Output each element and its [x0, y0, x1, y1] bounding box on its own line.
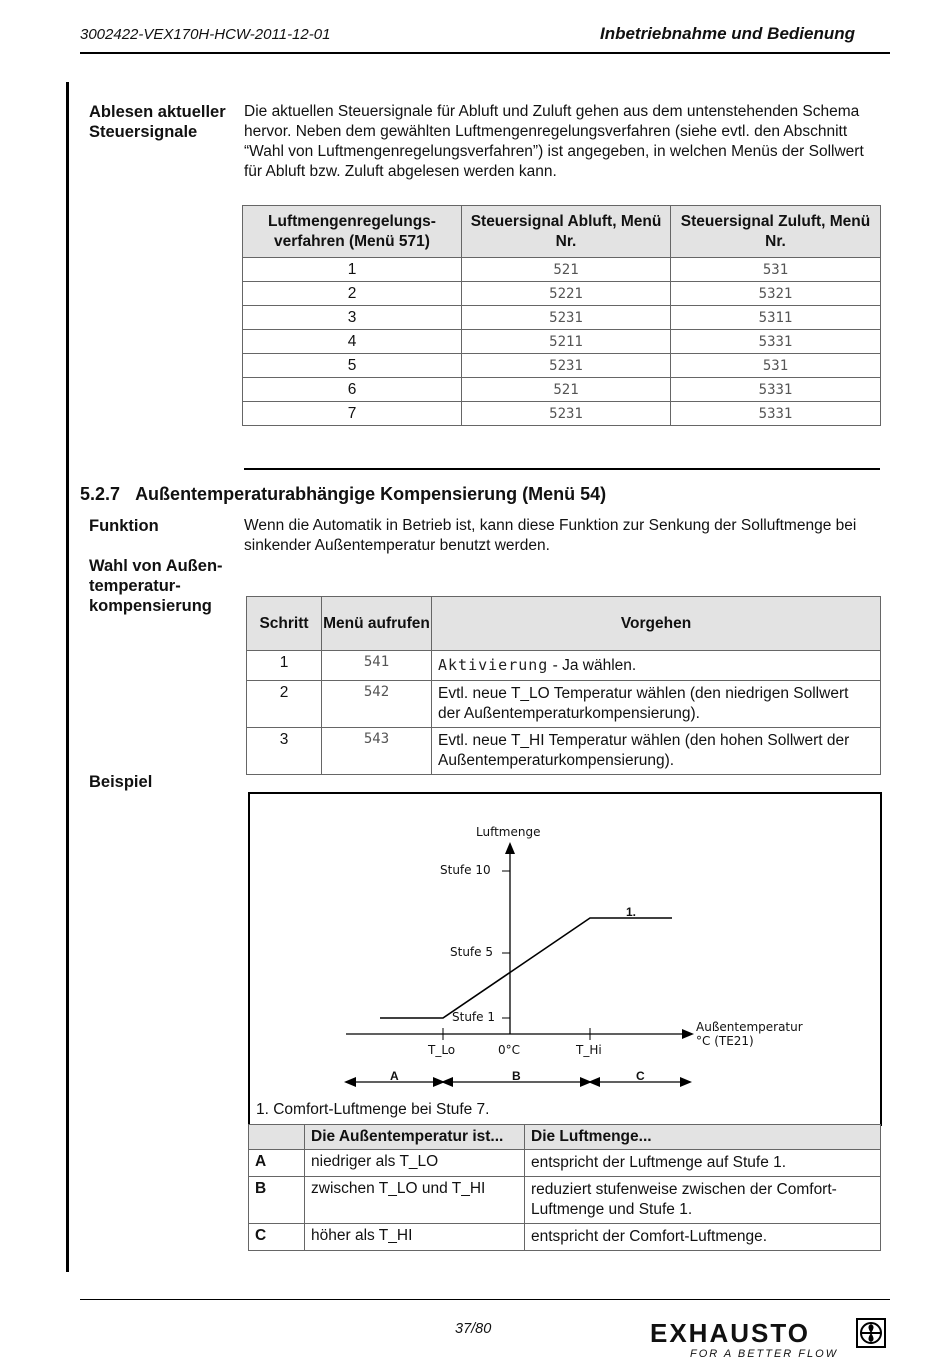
- table-cell: 5331: [671, 402, 881, 426]
- menu-number: 541: [322, 651, 432, 681]
- table-cell: 5: [243, 354, 462, 378]
- wahl-label: Wahl von Außen- temperatur- kompensierung: [89, 557, 223, 615]
- brand-slogan: FOR A BETTER FLOW: [690, 1348, 839, 1360]
- table-row: [249, 1150, 881, 1177]
- footer-rule: [80, 1299, 890, 1300]
- document-id: 3002422-VEX170H-HCW-2011-12-01: [80, 26, 331, 43]
- table-cell: 521: [462, 258, 671, 282]
- section-title: Außentemperaturabhängige Kompensierung (Menü 54): [135, 484, 607, 504]
- change-bar: [66, 82, 69, 1272]
- table-row: [247, 728, 881, 775]
- fan-logo-icon: [856, 1318, 886, 1348]
- example-diagram-box: [248, 792, 882, 1126]
- beispiel-label: Beispiel: [89, 773, 153, 791]
- y-axis-arrow: [505, 842, 515, 854]
- header-rule: [80, 52, 890, 54]
- table-cell: 5321: [671, 282, 881, 306]
- step-number: 2: [247, 681, 322, 728]
- x-axis-label: Außentemperatur °C (TE21): [696, 1020, 803, 1048]
- table-header: Vorgehen: [432, 597, 881, 651]
- steps-table: [246, 596, 881, 775]
- section-heading: [80, 484, 606, 505]
- y-tick-label: Stufe 1: [452, 1010, 495, 1024]
- table-header: Menü aufrufen: [322, 597, 432, 651]
- x-axis-arrow: [682, 1029, 694, 1039]
- table-row: [247, 651, 881, 681]
- step-number: 1: [247, 651, 322, 681]
- range-arrow: [588, 1077, 600, 1087]
- table-cell: 3: [243, 306, 462, 330]
- step-text: Evtl. neue T_LO Temperatur wählen (den niedrigen Sollwert der Außentemperaturkompensierung).: [432, 681, 881, 728]
- table-row: [243, 330, 881, 354]
- table-cell: C: [249, 1224, 305, 1251]
- table-cell: B: [249, 1177, 305, 1224]
- section-rule: [244, 468, 880, 470]
- brand-logo-text: EXHAUSTO: [650, 1318, 810, 1348]
- compensation-diagram: [250, 794, 880, 1124]
- chapter-title: Inbetriebnahme und Bedienung: [599, 24, 855, 43]
- range-arrow: [441, 1077, 453, 1087]
- table-row: [243, 282, 881, 306]
- table-cell: 5311: [671, 306, 881, 330]
- table-cell: 531: [671, 258, 881, 282]
- table-cell: A: [249, 1150, 305, 1177]
- table-cell: 2: [243, 282, 462, 306]
- table-cell: 5211: [462, 330, 671, 354]
- table-cell: 531: [671, 354, 881, 378]
- menu-number: 543: [322, 728, 432, 775]
- table-cell: 521: [462, 378, 671, 402]
- table-row: [243, 306, 881, 330]
- table-cell: entspricht der Luftmenge auf Stufe 1.: [525, 1150, 881, 1177]
- table-cell: 1: [243, 258, 462, 282]
- range-label: C: [636, 1069, 645, 1083]
- table-header-row: [243, 206, 881, 258]
- table-cell: höher als T_HI: [305, 1224, 525, 1251]
- table-header: Steuersignal Zuluft, Menü Nr.: [671, 206, 881, 258]
- y-axis-label: Luftmenge: [476, 825, 541, 839]
- table-row: [243, 402, 881, 426]
- steuersignale-label: Ablesen aktueller Steuersignale: [89, 103, 226, 141]
- funktion-label: Funktion: [89, 517, 159, 535]
- table-cell: entspricht der Comfort-Luftmenge.: [525, 1224, 881, 1251]
- range-arrow: [344, 1077, 356, 1087]
- lcd-text: Aktivierung: [438, 656, 549, 674]
- table-cell: 7: [243, 402, 462, 426]
- x-tick-label: T_Hi: [576, 1043, 602, 1057]
- table-cell: 5331: [671, 378, 881, 402]
- diagram-caption: 1. Comfort-Luftmenge bei Stufe 7.: [256, 1101, 490, 1118]
- step-text: Aktivierung - Ja wählen.: [432, 651, 881, 681]
- table-cell: niedriger als T_LO: [305, 1150, 525, 1177]
- table-row: [249, 1177, 881, 1224]
- range-label: A: [390, 1069, 399, 1083]
- table-cell: reduziert stufenweise zwischen der Comfort-Luftmenge und Stufe 1.: [525, 1177, 881, 1224]
- range-label: B: [512, 1069, 521, 1083]
- table-row: [243, 378, 881, 402]
- y-tick-label: Stufe 10: [440, 863, 491, 877]
- table-header: Steuersignal Abluft, Menü Nr.: [462, 206, 671, 258]
- table-cell: 5231: [462, 306, 671, 330]
- table-row: [243, 258, 881, 282]
- funktion-text: Wenn die Automatik in Betrieb ist, kann diese Funktion zur Senkung der Solluftmenge bei sinkender Außentemperatur benutzt werden.: [244, 517, 857, 554]
- abc-table: [248, 1124, 881, 1251]
- curve-marker: 1.: [626, 905, 637, 919]
- table-header: Die Außentemperatur ist...: [305, 1125, 525, 1150]
- table-cell: 6: [243, 378, 462, 402]
- x-tick-label: T_Lo: [428, 1043, 456, 1057]
- step-text: Evtl. neue T_HI Temperatur wählen (den hohen Sollwert der Außentemperaturkompensierung).: [432, 728, 881, 775]
- steuersignale-text: Die aktuellen Steuersignale für Abluft und Zuluft gehen aus dem untenstehenden Schema hervor. Neben dem gewählten Luftmengenregelungsverfahren (siehe evtl. den Abschnitt “Wahl von Luftmengenregelungsverfahren”) ist angegeben, in welchen Menüs der Sollwert für Abluft bzw. Zuluft abgelesen werden kann.: [244, 103, 864, 180]
- step-number: 3: [247, 728, 322, 775]
- table-cell: 5231: [462, 402, 671, 426]
- page-number: 37/80: [455, 1321, 492, 1337]
- table-header: Luftmengenregelungs-verfahren (Menü 571): [243, 206, 462, 258]
- table-header: [249, 1125, 305, 1150]
- range-arrow: [680, 1077, 692, 1087]
- table-header-row: [249, 1125, 881, 1150]
- table-row: [247, 681, 881, 728]
- table-row: [249, 1224, 881, 1251]
- table-header-row: [247, 597, 881, 651]
- table-header: Die Luftmenge...: [525, 1125, 881, 1150]
- table-cell: 5221: [462, 282, 671, 306]
- section-number: 5.2.7: [80, 484, 121, 504]
- table-header: Schritt: [247, 597, 322, 651]
- table-cell: 4: [243, 330, 462, 354]
- table-cell: zwischen T_LO und T_HI: [305, 1177, 525, 1224]
- table-cell: 5231: [462, 354, 671, 378]
- table-cell: 5331: [671, 330, 881, 354]
- y-tick-label: Stufe 5: [450, 945, 493, 959]
- steuersignale-table: [242, 205, 881, 426]
- table-row: [243, 354, 881, 378]
- airflow-curve: [380, 918, 672, 1018]
- x-tick-label: 0°C: [498, 1043, 521, 1057]
- menu-number: 542: [322, 681, 432, 728]
